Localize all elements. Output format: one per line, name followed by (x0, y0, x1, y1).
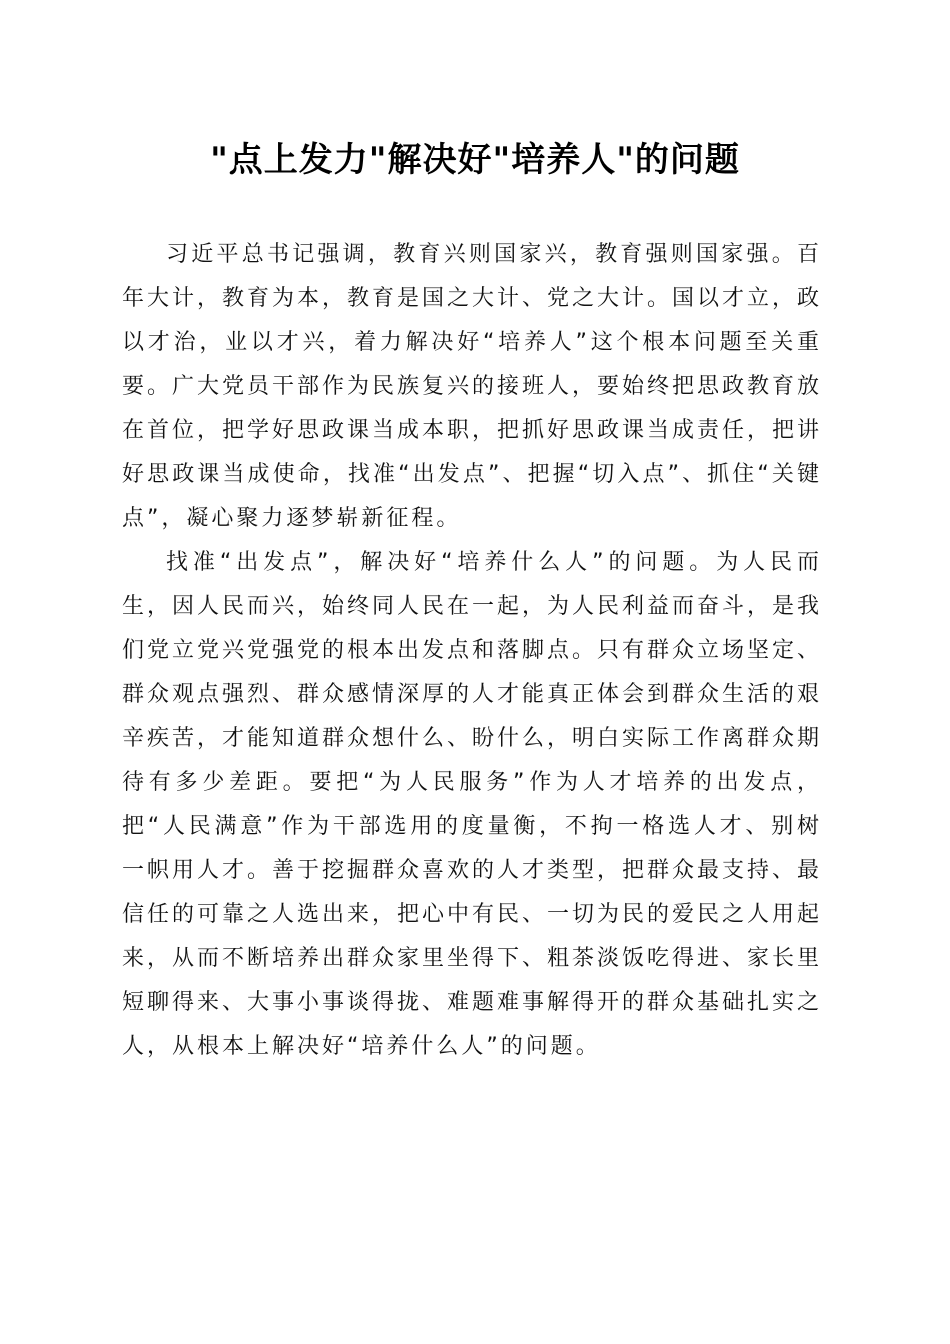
document-body (122, 233, 822, 1069)
paragraph-intro: 习近平总书记强调，教育兴则国家兴，教育强则国家强。百年大计，教育为本，教育是国之大计、党之大计。国以才立，政以才治，业以才兴，着力解决好“培养人”这个根本问题至关重要。广大党员干部作为民族复兴的接班人，要始终把思政教育放在首位，把学好思政课当成本职，把抓好思政课当成责任，把讲好思政课当成使命，找准“出发点”、把握“切入点”、抓住“关键点”，凝心聚力逐梦崭新征程。 (122, 242, 823, 531)
paragraph-starting-point: 找准“出发点”，解决好“培养什么人”的问题。为人民而生，因人民而兴，始终同人民在一起，为人民利益而奋斗，是我们党立党兴党强党的根本出发点和落脚点。只有群众立场坚定、群众观点强烈、群众感情深厚的人才能真正体会到群众生活的艰辛疾苦，才能知道群众想什么、盼什么，明白实际工作离群众期待有多少差距。要把“为人民服务”作为人才培养的出发点，把“人民满意”作为干部选用的度量衡，不拘一格选人才、别树一帜用人才。善于挖掘群众喜欢的人才类型，把群众最支持、最信任的可靠之人选出来，把心中有民、一切为民的爱民之人用起来，从而不断培养出群众家里坐得下、粗茶淡饭吃得进、家长里短聊得来、大事小事谈得拢、难题难事解得开的群众基础扎实之人，从根本上解决好“培养什么人”的问题。 (122, 550, 823, 1059)
document-title: "点上发力"解决好"培养人"的问题 (210, 140, 740, 180)
